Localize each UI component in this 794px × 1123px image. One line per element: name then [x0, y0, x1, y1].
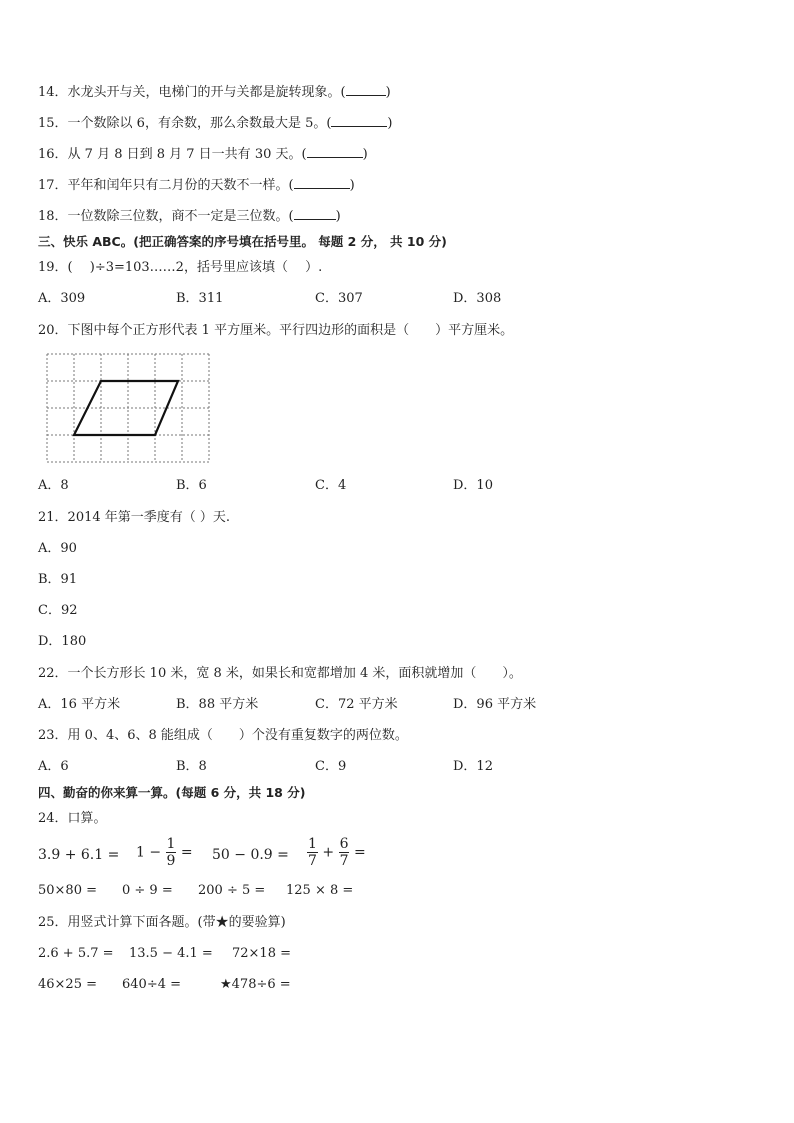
- question-16: 16．从 7 月 8 日到 8 月 7 日一共有 30 天。( ): [38, 147, 368, 162]
- question-16-text: 16．从 7 月 8 日到 8 月 7 日一共有 30 天。(: [38, 147, 307, 162]
- option-b[interactable]: B．88 平方米: [176, 697, 259, 712]
- option-c[interactable]: C．72 平方米: [315, 697, 398, 712]
- answer-blank[interactable]: [294, 176, 350, 189]
- option-c[interactable]: C．92: [38, 603, 78, 618]
- question-25: 25．用竖式计算下面各题。(带★的要验算): [38, 915, 286, 930]
- vertical-calc-4: 46×25 =: [38, 977, 98, 992]
- option-c[interactable]: C．9: [315, 759, 347, 774]
- question-17-text: 17．平年和闰年只有二月份的天数不一样。(: [38, 178, 294, 193]
- oral-calc-6: 0 ÷ 9 =: [122, 883, 173, 898]
- option-b[interactable]: B．6: [176, 478, 207, 493]
- option-d[interactable]: D．308: [453, 291, 502, 306]
- option-a[interactable]: A．16 平方米: [38, 697, 121, 712]
- option-a[interactable]: A．90: [38, 541, 77, 556]
- question-15: 15．一个数除以 6，有余数，那么余数最大是 5。( ): [38, 116, 393, 131]
- option-b[interactable]: B．91: [38, 572, 78, 587]
- option-d[interactable]: D．12: [453, 759, 493, 774]
- question-19: 19．( )÷3=103……2，括号里应该填（ ）.: [38, 260, 323, 275]
- question-17: 17．平年和闰年只有二月份的天数不一样。( ): [38, 178, 355, 193]
- question-18-text: 18．一位数除三位数，商不一定是三位数。(: [38, 209, 294, 224]
- option-a[interactable]: A．8: [38, 478, 69, 493]
- question-22: 22．一个长方形长 10 米，宽 8 米，如果长和宽都增加 4 米，面积就增加（ ）。: [38, 666, 522, 681]
- question-18: 18．一位数除三位数，商不一定是三位数。( ): [38, 209, 341, 224]
- question-24: 24．口算。: [38, 811, 107, 826]
- vertical-calc-2: 13.5 − 4.1 =: [129, 946, 213, 961]
- answer-blank[interactable]: [331, 114, 387, 127]
- fraction: $\frac{6}{7}$: [339, 836, 349, 869]
- answer-blank[interactable]: [346, 83, 386, 96]
- vertical-calc-5: 640÷4 =: [122, 977, 182, 992]
- option-a[interactable]: A．309: [38, 291, 86, 306]
- oral-calc-5: 50×80 =: [38, 883, 98, 898]
- fraction: $\frac{1}{7}$: [308, 836, 317, 869]
- option-b[interactable]: B．311: [176, 291, 224, 306]
- oral-calc-7: 200 ÷ 5 =: [198, 883, 266, 898]
- oral-calc-3: 50 − 0.9 =: [212, 847, 289, 863]
- question-14-text: 14．水龙头开与关，电梯门的开与关都是旋转现象。(: [38, 85, 346, 100]
- option-d[interactable]: D．180: [38, 634, 87, 649]
- option-d[interactable]: D．96 平方米: [453, 697, 537, 712]
- option-a[interactable]: A．6: [38, 759, 69, 774]
- answer-blank[interactable]: [307, 145, 363, 158]
- grid-parallelogram-figure: [44, 352, 212, 468]
- question-20: 20．下图中每个正方形代表 1 平方厘米。平行四边形的面积是（ ）平方厘米。: [38, 323, 514, 338]
- section-4-heading: 四、勤奋的你来算一算。(每题 6 分，共 18 分): [38, 785, 306, 800]
- question-21: 21．2014 年第一季度有（ ）天.: [38, 510, 231, 525]
- section-3-heading: 三、快乐 ABC。(把正确答案的序号填在括号里。 每题 2 分， 共 10 分): [38, 234, 447, 249]
- vertical-calc-6: ★478÷6 =: [220, 977, 291, 992]
- option-b[interactable]: B．8: [176, 759, 207, 774]
- fraction: $\frac{1}{9}$: [166, 836, 176, 869]
- oral-calc-4: $\frac{1}{7}$ + $\frac{6}{7}$ =: [308, 836, 366, 869]
- oral-calc-8: 125 × 8 =: [286, 883, 354, 898]
- option-c[interactable]: C．307: [315, 291, 363, 306]
- parallelogram-shape: [74, 381, 178, 435]
- option-c[interactable]: C．4: [315, 478, 347, 493]
- vertical-calc-3: 72×18 =: [232, 946, 292, 961]
- answer-blank[interactable]: [294, 207, 336, 220]
- oral-calc-1: 3.9 + 6.1 =: [38, 847, 120, 863]
- oral-calc-2: 1 − $\frac{1}{9}$ =: [136, 836, 193, 869]
- question-15-text: 15．一个数除以 6，有余数，那么余数最大是 5。(: [38, 116, 332, 131]
- vertical-calc-1: 2.6 + 5.7 =: [38, 946, 114, 961]
- question-14: 14．水龙头开与关，电梯门的开与关都是旋转现象。( ): [38, 85, 391, 100]
- option-d[interactable]: D．10: [453, 478, 493, 493]
- question-23: 23．用 0、4、6、8 能组成（ ）个没有重复数字的两位数。: [38, 728, 408, 743]
